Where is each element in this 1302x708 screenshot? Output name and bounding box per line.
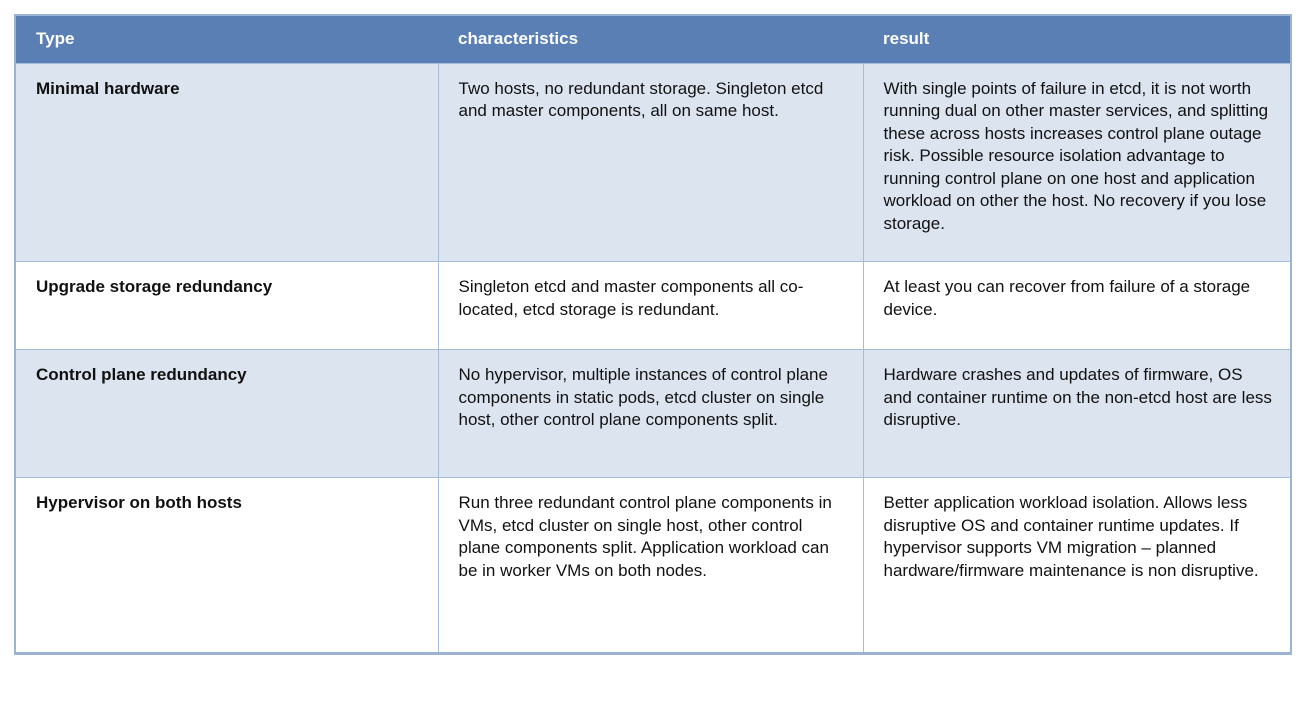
table-row [15, 350, 1291, 478]
column-header-type: Type [15, 15, 438, 63]
table-row [15, 478, 1291, 654]
cell-result: Hardware crashes and updates of firmware, OS and container runtime on the non-etcd host are less disruptive. [863, 350, 1291, 478]
cell-result: With single points of failure in etcd, it is not worth running dual on other master services, and splitting these across hosts increases control plane outage risk. Possible resource isolation advantage to running control plane on one host and application workload on other the host. No recovery if you lose storage. [863, 63, 1291, 262]
cell-characteristics: Singleton etcd and master components all co-located, etcd storage is redundant. [438, 262, 863, 350]
table-row [15, 63, 1291, 262]
table-row [15, 262, 1291, 350]
column-header-characteristics: characteristics [438, 15, 863, 63]
cell-type: Minimal hardware [15, 63, 438, 262]
cell-characteristics: No hypervisor, multiple instances of control plane components in static pods, etcd cluster on single host, other control plane components split. [438, 350, 863, 478]
cell-type: Hypervisor on both hosts [15, 478, 438, 654]
cluster-options-table-container [14, 14, 1290, 655]
cell-result: Better application workload isolation. Allows less disruptive OS and container runtime updates. If hypervisor supports VM migration – planned hardware/firmware maintenance is non disruptive. [863, 478, 1291, 654]
column-header-result: result [863, 15, 1291, 63]
cell-type: Upgrade storage redundancy [15, 262, 438, 350]
header-row [15, 15, 1291, 63]
cell-type: Control plane redundancy [15, 350, 438, 478]
cell-characteristics: Run three redundant control plane components in VMs, etcd cluster on single host, other control plane components split. Application workload can be in worker VMs on both nodes. [438, 478, 863, 654]
cell-result: At least you can recover from failure of a storage device. [863, 262, 1291, 350]
cell-characteristics: Two hosts, no redundant storage. Singleton etcd and master components, all on same host. [438, 63, 863, 262]
cluster-options-table [14, 14, 1292, 655]
